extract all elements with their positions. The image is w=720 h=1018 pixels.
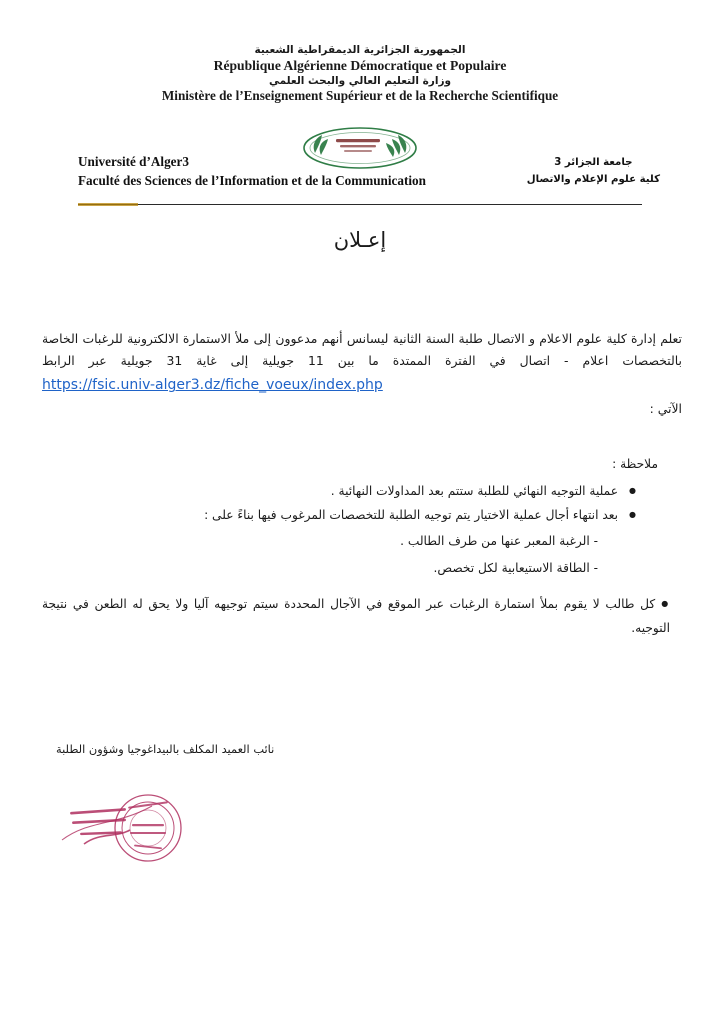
republic-name-arabic: الجمهورية الجزائرية الديمقراطية الشعبية [254,44,466,56]
list-item: ● عملية التوجيه النهائي للطلبة ستتم بعد المداولات النهائية . [42,480,636,504]
announcement-text-tail: الآتي : [649,400,682,416]
republic-name-french: République Algérienne Démocratique et Populaire [213,58,507,74]
document-header [0,44,720,105]
university-name-arabic: جامعة الجزائر 3 [554,157,633,168]
faculty-name-arabic: كلية علوم الإعلام والاتصال [526,174,660,186]
faculty-name-french: Faculté des Sciences de l’Information et de la Communication [78,173,426,189]
official-stamp-icon [56,786,188,870]
final-warning-text: كل طالب لا يقوم بملأ استمارة الرغبات عبر الموقع في الآجال المحددة سيتم توجيهه آليا ولا يحق له الطعن في نتيجة التوجيه. [42,596,670,635]
ministry-name-french: Ministère de l’Enseignement Supérieur et de la Recherche Scientifique [161,88,559,104]
criteria-item-1: - الرغبة المعبر عنها من طرف الطالب . [400,533,598,548]
institution-left-block [78,152,426,190]
note-section [42,452,682,640]
note-label: ملاحظة : [612,457,658,471]
note-bullet-list [42,480,682,528]
page-title: إعـلان [333,228,387,252]
announcement-paragraph [42,328,682,420]
criteria-item-2: - الطاقة الاستيعابية لكل تخصص. [433,561,598,576]
header-divider-accent [78,203,138,206]
university-name-french: Université d’Alger3 [78,154,189,169]
list-item: ● بعد انتهاء أجال عملية الاختيار يتم توجيه الطلبة للتخصصات المرغوب فيها بناءً على : [42,504,636,528]
bullet-dot-icon: ● [661,598,670,608]
final-warning-note [42,593,682,641]
announcement-text: تعلم إدارة كلية علوم الاعلام و الاتصال طلبة السنة الثانية ليسانس أنهم مدعوون إلى ملأ الاستمارة الالكترونية للرغبات الخاصة بالتخصصات اعلام - اتصال في الفترة الممتدة ما بين 11 جويلية إلى غاية 31 جويلية عبر الرابط [42,331,683,368]
ministry-name-arabic: وزارة التعليم العالي والبحث العلمي [268,74,452,87]
institution-right-block [527,154,660,189]
registration-link[interactable]: https://fsic.univ-alger3.dz/fiche_voeux/index.php [42,377,383,394]
header-divider [78,204,642,205]
signatory-title: نائب العميد المكلف بالبيداغوجيا وشؤون الطلبة [56,742,275,756]
